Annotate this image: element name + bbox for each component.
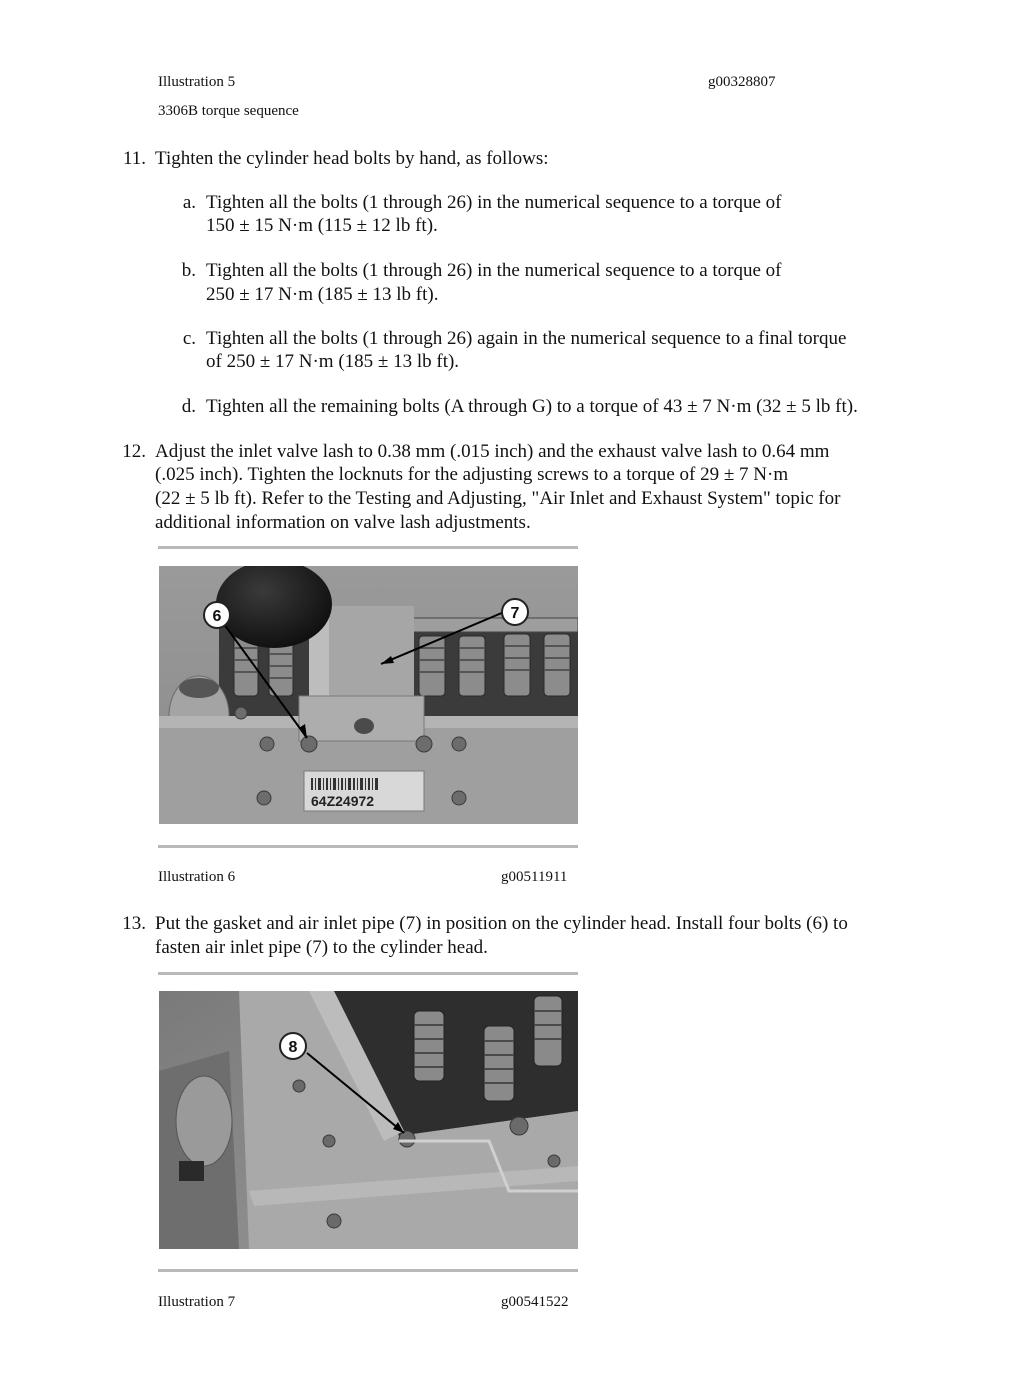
illustration-6-top-rule bbox=[158, 546, 578, 549]
step-13-number: 13. bbox=[122, 913, 146, 934]
illustration-7-label: Illustration 7 bbox=[158, 1294, 236, 1310]
illustration-7-photo bbox=[159, 991, 578, 1249]
substep-b-line-1: Tighten all the bolts (1 through 26) in the numerical sequence to a torque of bbox=[206, 260, 782, 281]
illustration-5-subtitle: 3306B torque sequence bbox=[158, 103, 299, 119]
illustration-7-bottom-rule bbox=[158, 1269, 578, 1272]
illustration-7-code: g00541522 bbox=[501, 1294, 569, 1310]
step-13-line-1: Put the gasket and air inlet pipe (7) in position on the cylinder head. Install four bolts (6) to bbox=[155, 913, 848, 934]
part-number-label: 64Z24972 bbox=[311, 793, 375, 809]
substep-a-line-1: Tighten all the bolts (1 through 26) in the numerical sequence to a torque of bbox=[206, 192, 782, 213]
substep-b-letter: b. bbox=[181, 260, 196, 281]
substep-b-line-2: 250 ± 17 N·m (185 ± 13 lb ft). bbox=[206, 284, 439, 305]
callout-7: 7 bbox=[510, 605, 520, 622]
illustration-6-label: Illustration 6 bbox=[158, 869, 236, 885]
illustration-7-top-rule bbox=[158, 972, 578, 975]
step-12-line-4: additional information on valve lash adjustments. bbox=[155, 512, 531, 533]
substep-a-line-2: 150 ± 15 N·m (115 ± 12 lb ft). bbox=[206, 215, 438, 236]
step-12-line-2: (.025 inch). Tighten the locknuts for the adjusting screws to a torque of 29 ± 7 N·m bbox=[155, 464, 789, 485]
step-12-line-3: (22 ± 5 lb ft). Refer to the Testing and Adjusting, "Air Inlet and Exhaust System" topic for bbox=[155, 488, 841, 509]
step-11-text: Tighten the cylinder head bolts by hand, as follows: bbox=[155, 148, 549, 169]
substep-d-letter: d. bbox=[181, 396, 196, 417]
step-12-line-1: Adjust the inlet valve lash to 0.38 mm (.015 inch) and the exhaust valve lash to 0.64 mm bbox=[155, 441, 830, 462]
step-12-number: 12. bbox=[122, 441, 146, 462]
substep-c-line-1: Tighten all the bolts (1 through 26) again in the numerical sequence to a final torque bbox=[206, 328, 847, 349]
substep-c-letter: c. bbox=[182, 328, 196, 349]
callout-8: 8 bbox=[288, 1039, 298, 1056]
illustration-5-label: Illustration 5 bbox=[158, 74, 236, 90]
illustration-6-code: g00511911 bbox=[501, 869, 568, 885]
substep-a-letter: a. bbox=[182, 192, 196, 213]
illustration-6-bottom-rule bbox=[158, 845, 578, 848]
illustration-6-photo bbox=[159, 566, 578, 824]
step-13-line-2: fasten air inlet pipe (7) to the cylinder head. bbox=[155, 937, 488, 958]
substep-d-line-1: Tighten all the remaining bolts (A through G) to a torque of 43 ± 7 N·m (32 ± 5 lb ft). bbox=[206, 396, 858, 417]
substep-c-line-2: of 250 ± 17 N·m (185 ± 13 lb ft). bbox=[206, 351, 460, 372]
callout-6: 6 bbox=[212, 608, 222, 625]
illustration-5-code: g00328807 bbox=[708, 74, 776, 90]
step-11-number: 11. bbox=[122, 148, 146, 169]
